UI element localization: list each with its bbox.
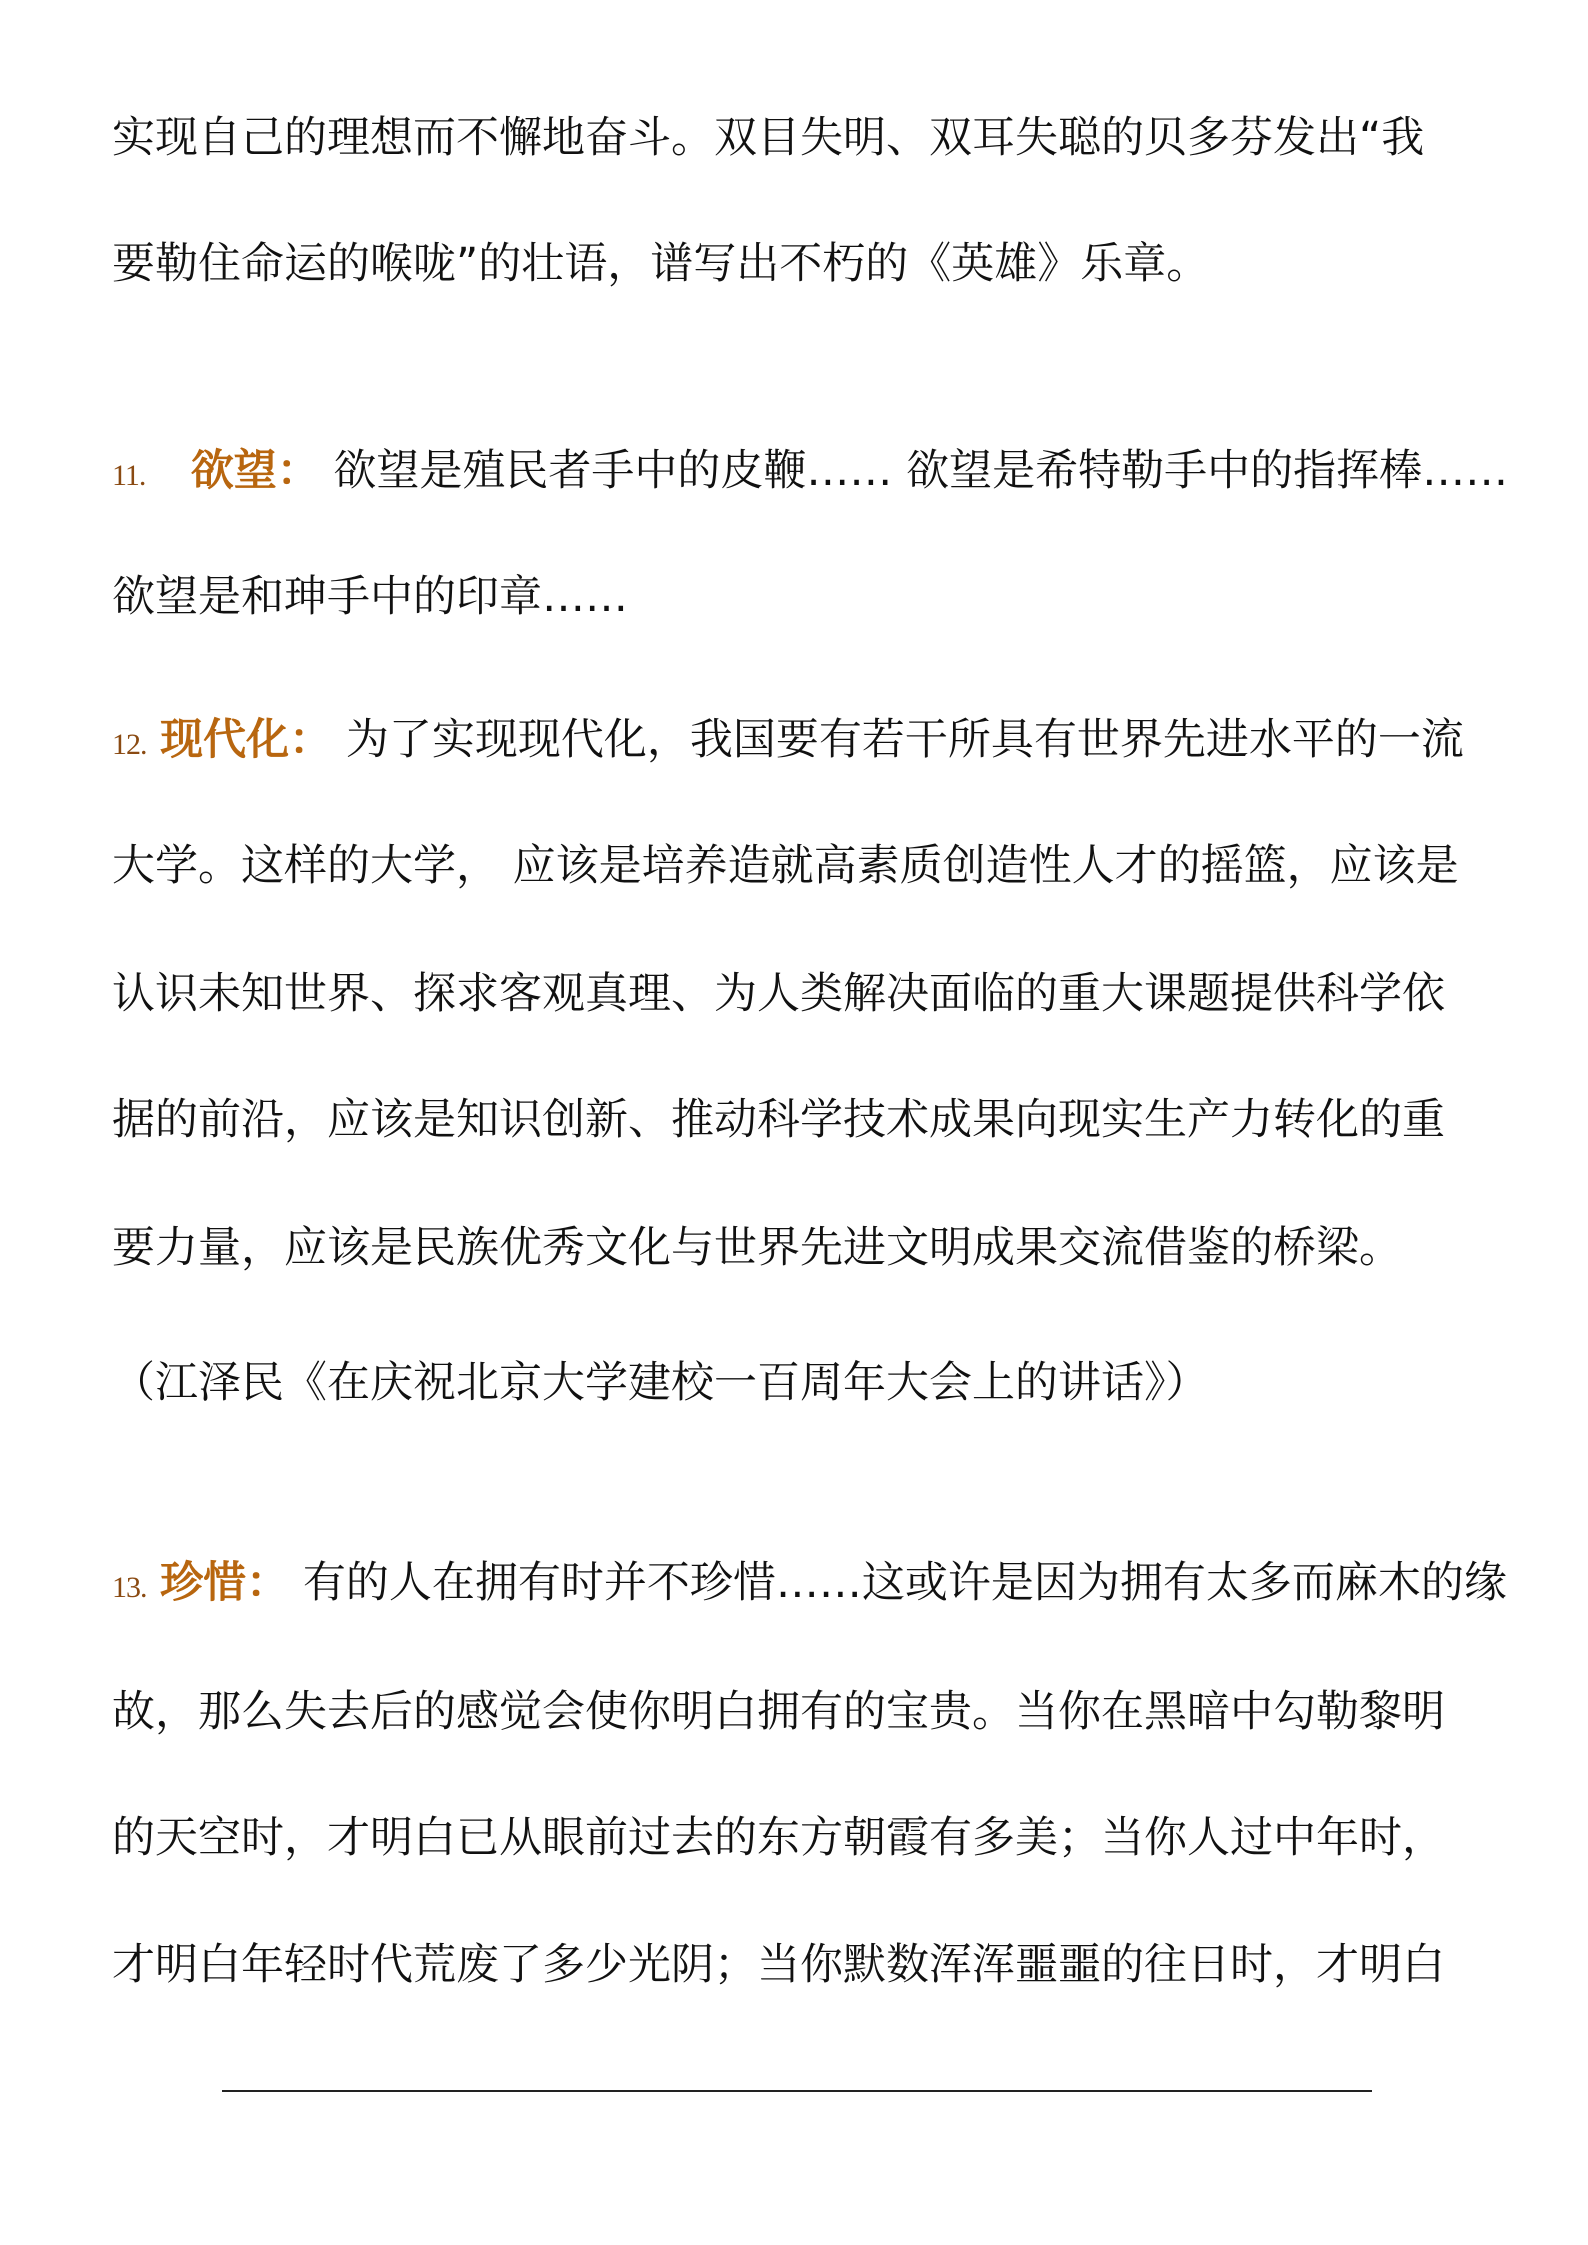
- line-text: 认识未知世界、探求客观真理、为人类解决面临的重大课题提供科学依: [112, 969, 1445, 1019]
- line-text: 大学。这样的大学， 应该是培养造就高素质创造性人才的摇篮，应该是: [112, 841, 1459, 891]
- paragraph-line: [112, 966, 1445, 1022]
- paragraph-line: [112, 110, 1424, 166]
- line-text: 为了实现现代化，我国要有若干所具有世界先进水平的一流: [345, 715, 1464, 765]
- item-12-line: [112, 712, 1464, 768]
- paragraph-line: [112, 1092, 1445, 1148]
- item-11-line: [112, 443, 1508, 499]
- line-text: 故，那么失去后的感觉会使你明白拥有的宝贵。当你在黑暗中勾勒黎明: [112, 1687, 1445, 1737]
- item-keyword: 现代化：: [160, 715, 333, 765]
- line-text: 才明白年轻时代荒废了多少光阴；当你默数浑浑噩噩的往日时，才明白: [112, 1940, 1445, 1990]
- line-text: 要力量，应该是民族优秀文化与世界先进文明成果交流借鉴的桥梁。: [112, 1223, 1402, 1273]
- item-number: 12.: [112, 728, 147, 761]
- line-text: 要勒住命运的喉咙”的壮语，谱写出不朽的《英雄》乐章。: [112, 239, 1210, 289]
- paragraph-line: [112, 838, 1459, 894]
- line-text: 实现自己的理想而不懈地奋斗。双目失明、双耳失聪的贝多芬发出“我: [112, 113, 1425, 163]
- paragraph-line: [112, 569, 628, 625]
- item-keyword: 珍惜：: [160, 1558, 290, 1608]
- line-text: 欲望是和珅手中的印章……: [112, 572, 628, 622]
- line-text: 的天空时，才明白已从眼前过去的东方朝霞有多美；当你人过中年时，: [112, 1813, 1445, 1863]
- item-number: 13.: [112, 1571, 147, 1604]
- paragraph-line: [112, 1220, 1402, 1276]
- line-text: 欲望是殖民者手中的皮鞭…… 欲望是希特勒手中的指挥棒……: [333, 446, 1509, 496]
- line-text: 据的前沿，应该是知识创新、推动科学技术成果向现实生产力转化的重: [112, 1095, 1445, 1145]
- item-number: 11.: [112, 459, 146, 492]
- paragraph-line: [112, 1937, 1445, 1993]
- line-text: 有的人在拥有时并不珍惜……这或许是因为拥有太多而麻木的缘: [302, 1558, 1507, 1608]
- footer-divider: [222, 2090, 1372, 2092]
- item-13-line: [112, 1555, 1507, 1611]
- item-keyword: 欲望：: [190, 446, 320, 496]
- citation-line: [112, 1355, 1209, 1411]
- paragraph-line: [112, 1810, 1445, 1866]
- citation-text: （江泽民《在庆祝北京大学建校一百周年大会上的讲话》）: [112, 1358, 1209, 1408]
- paragraph-line: [112, 236, 1209, 292]
- paragraph-line: [112, 1684, 1445, 1740]
